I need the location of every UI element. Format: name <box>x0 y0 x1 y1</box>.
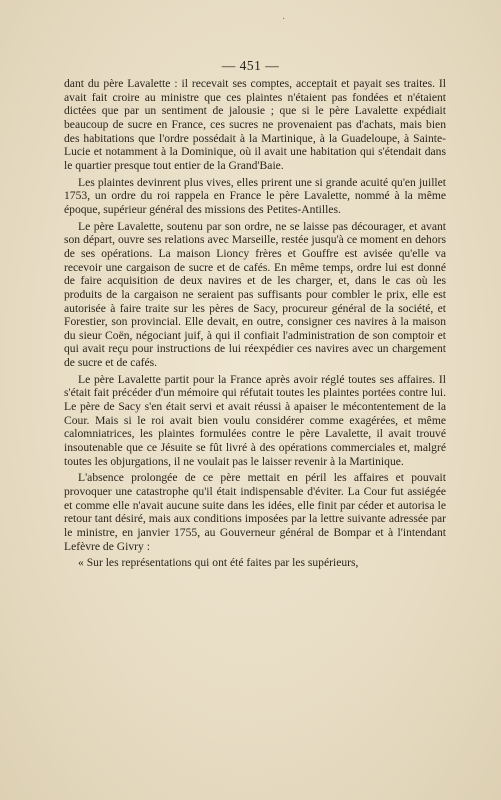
paragraph: « Sur les représentations qui ont été faites par les supérieurs, <box>78 556 359 570</box>
body-text <box>64 77 446 573</box>
paragraph: Le père Lavalette partit pour la France après avoir réglé toutes ses affaires. Il s'était fait précéder d'un mémoire qui réfutait toutes les plaintes portées contre lui. Le père de Sacy s'en était servi et avait réussi à apaiser le mécontentement de la Cour. Mais si le roi avait bien voulu considérer comme exagérées, et même calomniatrices, les plaintes formulées contre le père Lavalette, il avait trouvé insoutenable que ce Jésuite se fût livré à des opérations commerciales et, malgré toutes les objurgations, il ne voulait pas le laisser revenir à la Martinique. <box>64 372 446 468</box>
paragraph: Le père Lavalette, soutenu par son ordre, ne se laisse pas décourager, et avant son départ, ouvre ses relations avec Marseille, restée jusqu'à ce moment en dehors de ses opérations. La maison Lioncy frères et Gouffre est avisée qu'elle va recevoir une cargaison de sucre et de cafés. En même temps, ordre lui est donné de faire acquisition de deux navires et de les charger, et, dans le cas où les produits de la cargaison ne seraient pas suffisants pour combler le prix, elle est autorisée à faire traite sur les pères de Sacy, procureur général de la société, et Forestier, son provincial. Elle devait, en outre, consigner ces navires à la maison du sieur Coën, négociant juif, à qui il confiait l'administration de son comptoir et qui avait reçu pour instructions de lui réexpédier ces navires avec un chargement de sucre et de cafés. <box>64 219 446 370</box>
paragraph: Les plaintes devinrent plus vives, elles prirent une si grande acuité qu'en juillet 1753, un ordre du roi rappela en France le père Lavalette, nommé à la même époque, supérieur général des missions des Petites-Antilles. <box>64 175 446 216</box>
paragraph: dant du père Lavalette : il recevait ses comptes, acceptait et payait ses traites. Il avait fait croire au ministre que ces plaintes n'étaient pas fondées et n'étaient dictées que par un sentiment de jalousie ; que si le père Lavalette expédiait beaucoup de sucre en France, ces sucres ne provenaient pas d'achats, mais bien des habitations que l'ordre possédait à la Martinique, à la Guadeloupe, à Sainte-Lucie et notamment à la Dominique, où il avait une habitation qui s'étendait dans le quartier presque tout entier de la Grand'Baie. <box>64 77 446 172</box>
page-number: — 451 — <box>221 58 280 73</box>
paragraph: L'absence prolongée de ce père mettait en péril les affaires et pouvait provoquer une catastrophe qu'il était indispensable d'éviter. La Cour fut assiégée et comme elle n'avait aucune suite dans les idées, elle finit par céder et autorisa le retour tant désiré, mais aux conditions imposées par la lettre suivante adressée par le ministre, en janvier 1755, au Gouverneur général de Bompar et à l'intendant Lefèvre de Givry : <box>64 471 446 553</box>
paper-speck: · <box>282 14 286 25</box>
